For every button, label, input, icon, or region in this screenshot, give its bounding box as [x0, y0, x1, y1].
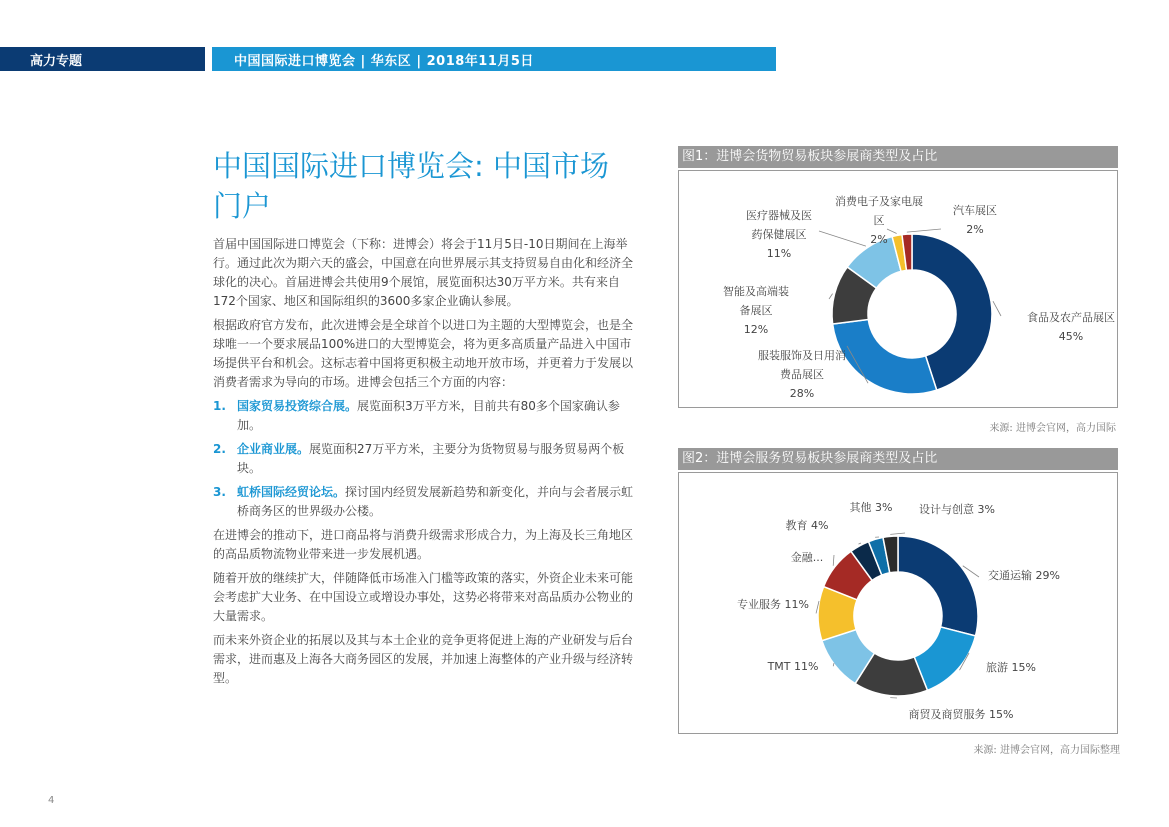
header-brand-label: 高力专题 [30, 54, 83, 69]
leader-line [993, 301, 1001, 316]
figure2-chart [678, 472, 1118, 734]
slice-label: 商贸及商贸服务 15% [908, 708, 1014, 721]
paragraph-office: 随着开放的继续扩大，伴随降低市场准入门槛等政策的落实，外资企业未来可能会考虑扩大业务、在中国设立或增设办事处，这势必将带来对高品质办公物业的大量需求。 [213, 571, 634, 623]
slice-label: 2% [870, 233, 888, 246]
slice-label: 其他 3% [849, 501, 893, 514]
leader-line [819, 231, 866, 246]
slice-label: 金融... [790, 551, 824, 564]
list-item-number: 2. [213, 442, 226, 456]
leader-line [890, 533, 905, 534]
slice-label: 28% [789, 387, 815, 400]
figure2-donut-chart [679, 473, 1117, 733]
slice-label: 食品及农产品展区 [1027, 311, 1115, 324]
list-item-text: 展览面积27万平方米，主要分为货物贸易与服务贸易两个板块。 [237, 442, 625, 475]
list-item-text: 探讨国内经贸发展新趋势和新变化，并向与会者展示虹桥商务区的世界级办公楼。 [237, 485, 634, 518]
slice-label: 区 [873, 214, 885, 227]
slice-label: 设计与创意 3% [919, 503, 995, 516]
header-brand-bar [0, 47, 205, 71]
figure1-chart [678, 170, 1118, 408]
list-item [213, 397, 635, 435]
slice-label: 消费电子及家电展 [835, 195, 923, 208]
slice-label: 药保健展区 [751, 228, 807, 241]
page-title: 中国国际进口博览会: 中国市场门户 [213, 149, 609, 223]
page-number: 4 [48, 795, 55, 806]
article-body [213, 235, 635, 693]
figure1-source: 来源: 进博会官网，高力国际 [989, 423, 1116, 434]
list-item-number: 3. [213, 485, 226, 499]
slice-label: 12% [743, 323, 769, 336]
leader-line [907, 229, 941, 232]
list-item-heading: 虹桥国际经贸论坛。 [237, 485, 346, 499]
leader-line [833, 555, 834, 566]
leader-line [829, 294, 833, 299]
slice-label: 旅游 15% [986, 661, 1036, 674]
paragraph-business-park: 而未来外资企业的拓展以及其与本土企业的竞争更将促进上海的产业研发与后台需求，进而惠及上海各大商务园区的发展，并加速上海整体的产业升级与经济转型。 [213, 633, 634, 685]
list-item-number: 1. [213, 399, 226, 413]
slice-label: TMT 11% [767, 660, 819, 673]
header-topic-bar [212, 47, 776, 71]
paragraph-official: 根据政府官方发布，此次进博会是全球首个以进口为主题的大型博览会，也是全球唯一一个要求展品100%进口的大型博览会，将为更多高质量产品进入中国市场提供平台和机会。这标志着中国将更积极主动地开放市场，并更着力于发展以消费者需求为导向的市场。进博会包括三个方面的内容： [213, 318, 634, 389]
slice-label: 45% [1058, 330, 1084, 343]
leader-line [858, 543, 861, 544]
slice-label: 交通运输 29% [988, 569, 1060, 582]
figure1-donut-chart [679, 171, 1117, 407]
list-item-heading: 企业商业展。 [237, 442, 310, 456]
pie-slice [898, 536, 978, 636]
header-topic-label: 中国国际进口博览会 | 华东区 | 2018年11月5日 [234, 54, 534, 69]
list-item [213, 440, 635, 478]
figure2-source: 来源: 进博会官网，高力国际整理 [973, 745, 1120, 756]
leader-line [887, 229, 897, 233]
figure1-title-bar [678, 146, 1118, 168]
slice-label: 费品展区 [780, 368, 824, 381]
slice-label: 医疗器械及医 [746, 209, 812, 222]
paragraph-intro: 首届中国国际进口博览会（下称：进博会）将会于11月5日-10日期间在上海举行。通过此次为期六天的盛会，中国意在向世界展示其支持贸易自由化和经济全球化的决心。首届进博会共使用9个展馆，展览面积达30万平方米。共有来自172个国家、地区和国际组织的3600多家企业确认参展。 [213, 237, 634, 308]
slice-label: 汽车展区 [953, 204, 997, 217]
paragraph-logistics: 在进博会的推动下，进口商品将与消费升级需求形成合力，为上海及长三角地区的高品质物流物业带来进一步发展机遇。 [213, 528, 634, 561]
slice-label: 智能及高端装 [723, 285, 789, 298]
list-item-text: 展览面积3万平方米，目前共有80多个国家确认参加。 [237, 399, 620, 432]
list-item [213, 483, 635, 521]
slice-label: 备展区 [739, 304, 773, 317]
figure1-title: 图1：进博会货物贸易板块参展商类型及占比 [682, 149, 938, 164]
figure2-title-bar [678, 448, 1118, 470]
list-item-heading: 国家贸易投资综合展。 [237, 399, 358, 413]
slice-label: 11% [766, 247, 792, 260]
slice-label: 专业服务 11% [737, 598, 809, 611]
slice-label: 教育 4% [785, 519, 829, 532]
slice-label: 服装服饰及日用消 [758, 349, 846, 362]
pie-slice [833, 320, 937, 394]
figure2-title: 图2：进博会服务贸易板块参展商类型及占比 [682, 451, 938, 466]
slice-label: 2% [966, 223, 984, 236]
